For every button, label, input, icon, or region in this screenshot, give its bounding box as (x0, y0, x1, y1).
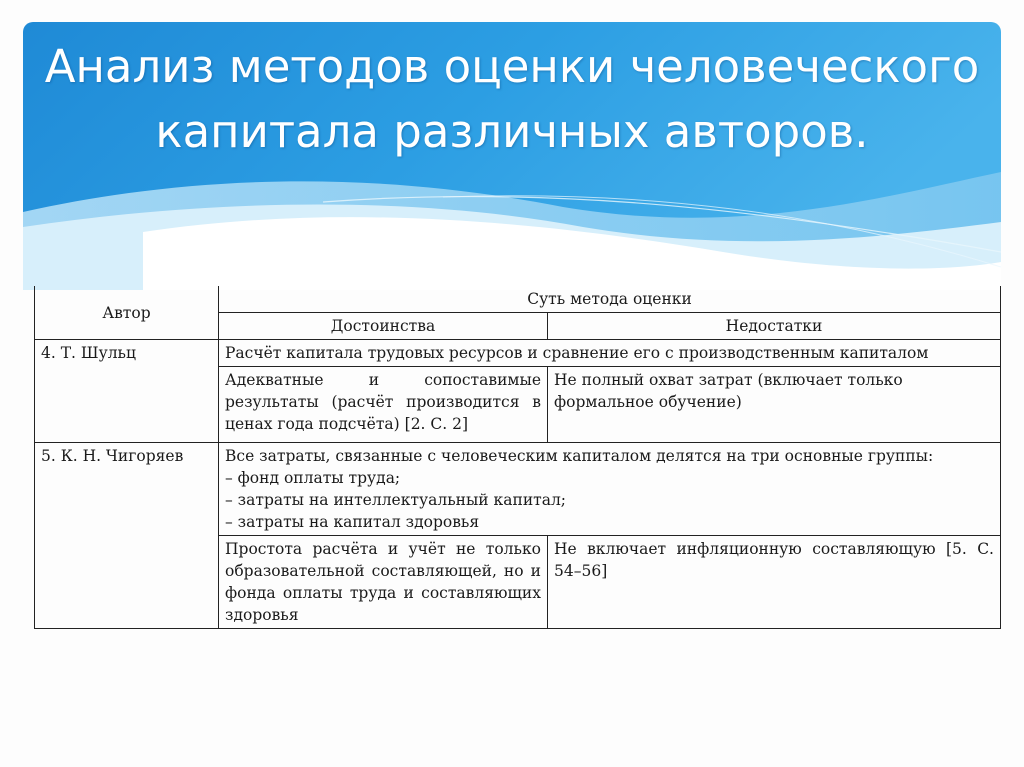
header-essence: Суть метода оценки (219, 286, 1001, 313)
essence-line: – затраты на интеллектуальный капитал; (225, 491, 567, 509)
author-cell: 5. К. Н. Чигоряев (35, 443, 219, 629)
essence-cell (219, 443, 1001, 536)
disadvantages-cell: Не включает инфляционную составляющую [5. С. 54–56] (548, 536, 1001, 629)
disadvantages-cell: Не полный охват затрат (включает только формальное обучение) (548, 367, 1001, 443)
advantages-cell: Простота расчёта и учёт не только образовательной составляющей, но и фонда оплаты труда и составляющих здоровья (219, 536, 548, 629)
essence-line: – фонд оплаты труда; (225, 469, 401, 487)
table-header-row (35, 286, 1001, 313)
essence-line: – затраты на капитал здоровья (225, 513, 480, 531)
essence-line: Все затраты, связанные с человеческим капиталом делятся на три основные группы: (225, 447, 934, 465)
essence-cell: Расчёт капитала трудовых ресурсов и сравнение его с производственным капиталом (219, 340, 1001, 367)
methods-table-container (34, 286, 1000, 629)
header-disadvantages: Недостатки (548, 313, 1001, 340)
slide-title: Анализ методов оценки человеческого капитала различных авторов. (44, 40, 980, 158)
table-row (35, 340, 1001, 367)
header-advantages: Достоинства (219, 313, 548, 340)
methods-table (34, 286, 1001, 629)
author-cell: 4. Т. Шульц (35, 340, 219, 443)
title-banner (23, 22, 1001, 290)
table-row (35, 443, 1001, 536)
header-author: Автор (35, 286, 219, 340)
advantages-cell: Адекватные и сопоставимые результаты (расчёт производится в ценах года подсчёта) [2. С. 2] (219, 367, 548, 443)
